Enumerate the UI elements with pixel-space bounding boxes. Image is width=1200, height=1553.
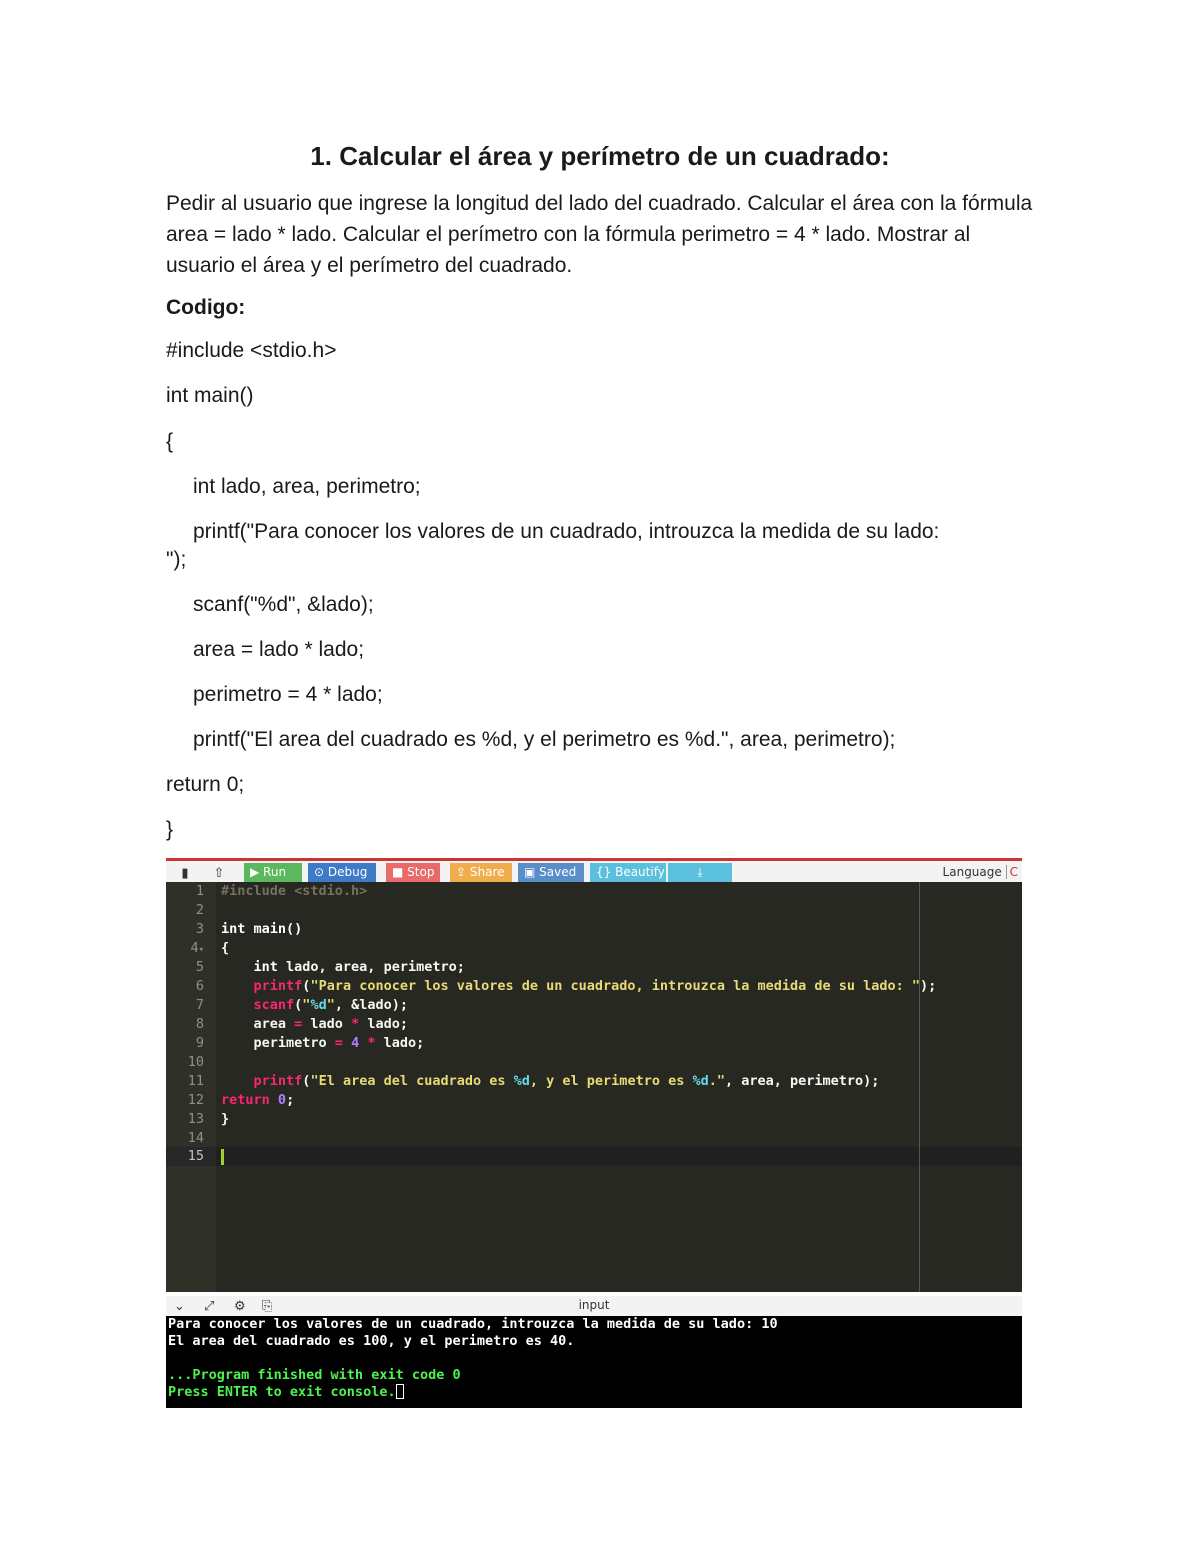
code-text: printf("Para conocer los valores de un cuadrado, introuzca la medida de su lado: ");	[253, 978, 937, 994]
saved-button[interactable]: ▣ Saved	[518, 863, 584, 882]
editor-line	[166, 958, 1022, 977]
doc-code-line: printf("El area del cuadrado es %d, y el perimetro es %d.", area, perimetro);	[193, 728, 896, 751]
line-number: 13	[187, 1111, 204, 1127]
doc-code-line: return 0;	[166, 773, 245, 796]
code-text: scanf("%d", &lado);	[253, 997, 408, 1013]
language-selector[interactable]	[943, 865, 1018, 879]
line-number: 9	[195, 1035, 204, 1051]
code-heading: Codigo:	[166, 296, 246, 319]
expand-icon[interactable]: ⤢	[204, 1298, 215, 1313]
language-label: Language	[942, 865, 1002, 879]
line-number: 12	[187, 1092, 204, 1108]
line-number: 11	[187, 1073, 204, 1089]
editor-line	[166, 939, 1022, 958]
doc-code-line: printf("Para conocer los valores de un cuadrado, introuzca la medida de su lado:	[193, 520, 940, 543]
text-cursor	[221, 1149, 224, 1165]
code-text: #include <stdio.h>	[221, 883, 368, 899]
line-number: 2	[195, 902, 204, 918]
line-number: 3	[195, 921, 204, 937]
beautify-button[interactable]: {} Beautify	[590, 863, 666, 882]
collapse-icon[interactable]: ⌄	[174, 1298, 185, 1313]
editor-line	[166, 1110, 1022, 1129]
doc-code-line: int lado, area, perimetro;	[193, 475, 421, 498]
settings-icon[interactable]: ⚙	[234, 1298, 246, 1313]
editor-line	[166, 1072, 1022, 1091]
console-line: El area del cuadrado es 100, y el perimetro es 40.	[168, 1333, 575, 1349]
doc-code-line: int main()	[166, 384, 254, 407]
editor-line	[166, 1034, 1022, 1053]
line-number: 7	[195, 997, 204, 1013]
input-tab[interactable]: input	[578, 1298, 610, 1312]
language-value: C	[1006, 865, 1018, 879]
file-icon[interactable]: ▮	[181, 865, 189, 880]
editor-line	[166, 920, 1022, 939]
editor-line	[166, 1053, 1022, 1072]
code-text: int main()	[221, 921, 303, 937]
editor-line	[166, 901, 1022, 920]
line-number: 10	[187, 1054, 204, 1070]
stop-button[interactable]: ■ Stop	[386, 863, 440, 882]
doc-code-line: #include <stdio.h>	[166, 339, 337, 362]
code-text: {	[221, 940, 230, 956]
editor-line	[166, 1129, 1022, 1148]
editor-line	[166, 996, 1022, 1015]
console-cursor	[396, 1384, 404, 1399]
console-line: ...Program finished with exit code 0	[168, 1367, 461, 1383]
download-icon: ⤓	[697, 865, 703, 879]
console-line	[168, 1384, 404, 1401]
code-text: return 0;	[221, 1092, 295, 1108]
console-prompt-text: Press ENTER to exit console.	[168, 1384, 396, 1400]
line-number: 5	[195, 959, 204, 975]
copy-icon[interactable]: ⎘	[262, 1298, 273, 1313]
code-text: }	[221, 1111, 230, 1127]
editor-line	[166, 1091, 1022, 1110]
line-number: 8	[195, 1016, 204, 1032]
editor-line	[166, 977, 1022, 996]
console-line: Para conocer los valores de un cuadrado, introuzca la medida de su lado: 10	[168, 1316, 778, 1332]
doc-code-line: area = lado * lado;	[193, 638, 365, 661]
code-text: area = lado * lado;	[221, 1016, 408, 1032]
output-console[interactable]	[166, 1316, 1022, 1408]
line-number: 6	[195, 978, 204, 994]
ide-toolbar	[166, 858, 1022, 882]
line-number: 4▾	[190, 940, 204, 956]
code-editor[interactable]	[166, 882, 1022, 1292]
doc-code-line: scanf("%d", &lado);	[193, 593, 374, 616]
line-number: 15	[187, 1148, 204, 1164]
line-number: 14	[187, 1130, 204, 1146]
debug-button[interactable]: ⊙ Debug	[308, 863, 376, 882]
run-button[interactable]: ▶ Run	[244, 863, 302, 882]
problem-description: Pedir al usuario que ingrese la longitud del lado del cuadrado. Calcular el área con la fórmula area = lado * lado. Calcular el perímetro con la fórmula perimetro = 4 * lado. Mostrar al usuario el área y el perímetro del cuadrado.	[166, 192, 1033, 277]
console-toolbar	[166, 1296, 1022, 1316]
doc-code-line: }	[166, 818, 174, 841]
upload-icon[interactable]: ⇧	[213, 865, 225, 880]
doc-code-line: ");	[166, 548, 187, 571]
editor-line	[166, 882, 1022, 901]
code-text: perimetro = 4 * lado;	[221, 1035, 425, 1051]
code-text: printf("El area del cuadrado es %d, y el perimetro es %d.", area, perimetro);	[253, 1073, 880, 1089]
editor-line	[166, 1015, 1022, 1034]
page-title: 1. Calcular el área y perímetro de un cuadrado:	[310, 141, 890, 171]
download-button[interactable]	[668, 863, 732, 882]
line-number: 1	[195, 883, 204, 899]
doc-code-line: {	[166, 430, 174, 453]
code-text: int lado, area, perimetro;	[253, 959, 465, 975]
doc-code-line: perimetro = 4 * lado;	[193, 683, 383, 706]
ide-screenshot	[166, 858, 1022, 1408]
editor-line	[166, 1147, 1022, 1166]
share-button[interactable]: ⇪ Share	[450, 863, 512, 882]
